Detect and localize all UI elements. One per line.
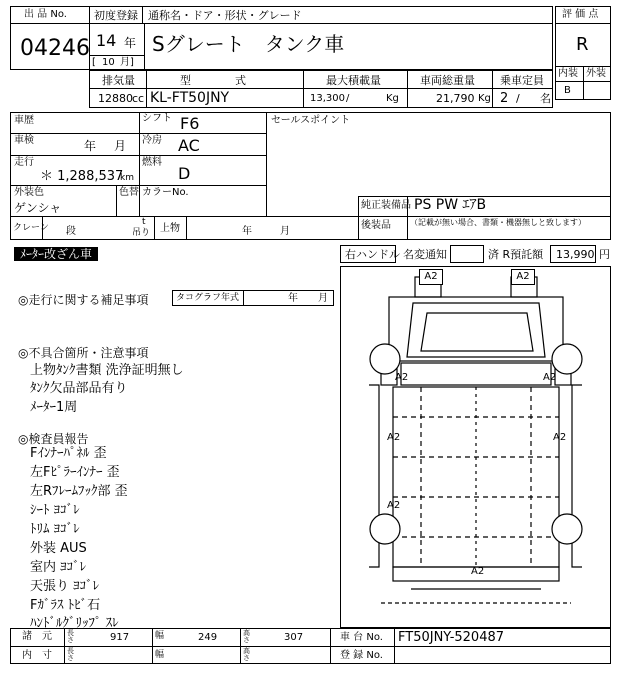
shift-label: シフト [142,113,172,124]
color-label: 外装色 [14,187,44,198]
model-label: 型 式 [180,74,246,87]
vehicle-name: Sグレート タンク車 [152,32,345,56]
interior-score: B [564,85,571,96]
recycle-amount: 13,990 [556,248,595,261]
displacement: 12880 [98,92,133,105]
inspector-item: 左Fﾋﾟﾗｰｲﾝﾅｰ 歪 [30,465,120,480]
history-label: 車歴 [14,115,34,126]
defect-item: ﾒｰﾀｰ1周 [30,400,78,415]
defect-item: 上物ﾀﾝｸ書類 洗浄証明無し [30,363,184,378]
inspector-item: 左Rﾌﾚｰﾑﾌｯｸ部 歪 [30,484,128,499]
crane-label: クレーン [13,223,49,233]
capacity-label: 乗車定員 [500,74,544,87]
interior-label: 内装 [558,68,578,79]
inspector-item: 外装 AUS [30,541,87,556]
inner-dims-label: 内 寸 [22,650,52,661]
model: KL-FT50JNY [150,90,230,106]
score-label: 評 価 点 [562,9,599,20]
length: 917 [110,632,130,643]
displacement-label: 排気量 [102,74,135,87]
score: R [576,34,589,55]
height: 307 [284,632,304,643]
damage-mark: A2 [419,269,443,285]
width: 249 [198,632,218,643]
inspector-item: ﾄﾘﾑ ﾖｺﾞﾚ [30,522,80,537]
dims-label: 諸 元 [22,631,52,642]
ac-label: 冷房 [142,135,162,146]
mileage: ＊ 1,288,537 [40,169,124,184]
exterior-label: 外装 [586,68,606,79]
max-load: 13,300 [310,93,345,104]
inspector-item: ﾊﾝﾄﾞﾙｸﾞﾘｯﾌﾟ ｽﾚ [30,616,119,631]
lot-no: 04246 [20,36,90,61]
damage-mark: A2 [511,269,535,285]
damage-mark: A2 [387,432,401,443]
shift: F6 [180,114,200,133]
damage-mark: A2 [553,432,567,443]
ac: AC [178,136,200,155]
equipment-label: 純正装備品 [361,200,411,211]
aftermarket-label: 後装品 [361,220,391,231]
color-code-label: カラーNo. [142,187,189,198]
inspector-title: ◎検査員報告 [18,432,89,446]
meter-tamper-badge: ﾒｰﾀｰ改ざん車 [14,247,98,261]
damage-mark: A2 [471,566,485,577]
damage-mark: A2 [387,500,401,511]
equipment: PS PW ｴｱB [414,197,487,213]
lift-label: 上物 [160,223,180,234]
inspector-item: Fｲﾝﾅｰﾊﾟﾈﾙ 歪 [30,446,107,461]
color: ゲンシャ [14,201,62,215]
aftermarket-note: （記載が無い場合、書類・機器無しと致します） [410,218,586,227]
color-change-label: 色替 [119,187,139,198]
inspector-item: 天張り ﾖｺﾞﾚ [30,579,100,594]
gross-weight: 21,790 [436,92,475,105]
registration-label: 登 録 No. [340,650,383,661]
reg-month: 10 [102,57,115,68]
mileage-label: 走行 [14,157,34,168]
chassis-label: 車 台 No. [340,632,383,643]
name-change-box [450,245,484,263]
gross-weight-label: 車両総重量 [420,74,475,87]
damage-mark: A2 [395,372,409,383]
defect-item: ﾀﾝｸ欠品部品有り [30,381,128,396]
supp-title: ◎走行に関する補足事項 [18,293,149,307]
max-load-label: 最大積載量 [326,74,381,87]
first-reg-label: 初度登録 [94,9,138,22]
vehicle-name-label: 通称名・ドア・形状・グレード [148,9,302,22]
defects-title: ◎不具合箇所・注意事項 [18,346,149,360]
damage-mark: A2 [543,372,557,383]
rhd-label: 右ハンドル [345,248,400,261]
sales-point-label: セールスポイント [271,115,351,126]
fuel-label: 燃料 [142,157,162,168]
tacho-label: タコグラフ年式 [176,293,240,303]
fuel: D [178,164,191,183]
inspector-item: ｼｰﾄ ﾖｺﾞﾚ [30,503,80,518]
name-change-label: 名変通知 [403,248,447,261]
reg-year-unit: 年 [124,36,137,50]
reg-month-unit: 月] [120,57,134,68]
inspector-item: 室内 ﾖｺﾞﾚ [30,560,87,575]
inspector-item: Fｶﾞﾗｽ ﾄﾋﾞ石 [30,598,101,613]
recycle-label: 済 R預託額 [488,248,544,261]
lot-no-label: 出 品 No. [24,9,67,20]
reg-year: 14 [96,31,117,50]
chassis-no: FT50JNY-520487 [398,630,505,645]
inspection-label: 車検 [14,135,34,146]
capacity: 2 [500,91,509,106]
damage-diagram [340,266,611,628]
